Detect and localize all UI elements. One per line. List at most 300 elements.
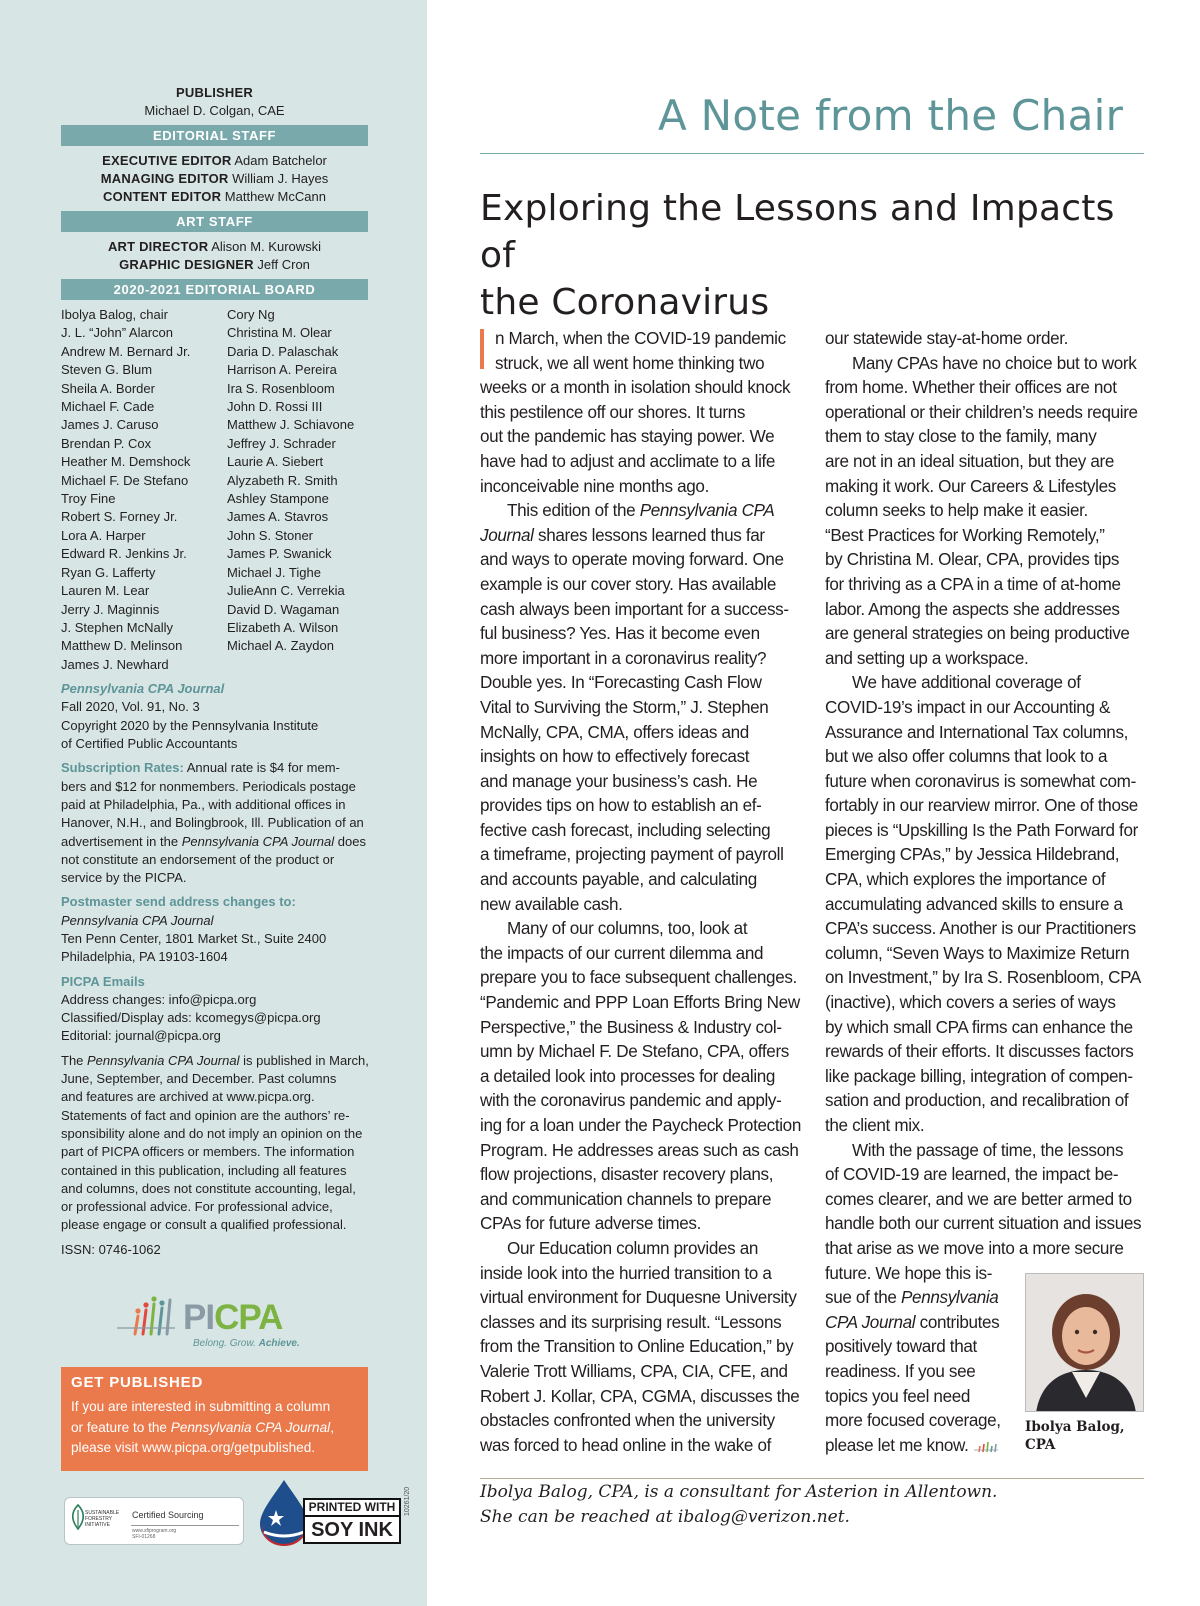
about-line: part of PICPA officers or members. The information xyxy=(61,1144,355,1160)
article-text: Perspective,” the Business & Industry col- xyxy=(480,1017,782,1037)
masthead-sidebar xyxy=(0,0,427,1606)
article-text: Robert J. Kollar, CPA, CGMA, discusses the xyxy=(480,1386,800,1406)
subscription-line: not constitute an endorsement of the product or xyxy=(61,851,335,867)
article-text: and ways to operate moving forward. One xyxy=(480,550,784,570)
article-text: This edition of the xyxy=(507,501,640,521)
drop-cap-block xyxy=(480,327,800,376)
about-line: and features are archived at www.picpa.org. xyxy=(61,1089,315,1105)
article-line xyxy=(825,1188,1145,1213)
article-line xyxy=(825,893,1145,918)
article-text: positively toward that xyxy=(825,1337,977,1357)
editorial-staff-list xyxy=(61,152,368,206)
board-member: David D. Wagaman xyxy=(227,601,340,617)
subscription-line: service by the PICPA. xyxy=(61,870,187,886)
get-published-link[interactable]: please visit www.picpa.org/getpublished. xyxy=(71,1440,316,1455)
article-line xyxy=(825,1040,1145,1065)
article-text: from the Transition to Online Education,” by xyxy=(480,1337,794,1357)
article-line xyxy=(825,819,1145,844)
article-text: are general strategies on being productive xyxy=(825,624,1130,644)
article-text: CPAs for future adverse times. xyxy=(480,1214,701,1234)
article-text: please let me know. xyxy=(825,1435,969,1455)
editorial-board-heading: 2020-2021 EDITORIAL BOARD xyxy=(61,279,368,300)
article-text: column, “Seven Ways to Maximize Return xyxy=(825,943,1130,963)
article-text: our statewide stay-at-home order. xyxy=(825,329,1069,348)
article-line xyxy=(825,548,1145,573)
article-line xyxy=(825,327,1145,352)
article-text: insights on how to effectively forecast xyxy=(480,747,750,767)
board-member: Sheila A. Border xyxy=(61,380,155,396)
article-text: n March, when the COVID-19 pandemic xyxy=(495,329,786,348)
article-text: ing for a loan under the Paycheck Protection xyxy=(480,1116,801,1135)
article-line xyxy=(825,745,1145,770)
article-line xyxy=(480,770,800,795)
subscription-lines xyxy=(61,778,368,833)
board-member: John D. Rossi III xyxy=(227,399,323,415)
article-headline xyxy=(480,185,1144,326)
postmaster-info xyxy=(61,893,368,966)
article-column-left xyxy=(480,327,800,1458)
get-published-title: GET PUBLISHED xyxy=(71,1374,204,1391)
article-text: COVID-19’s impact in our Accounting & xyxy=(825,697,1111,717)
email-line: Address changes: info@picpa.org xyxy=(61,991,257,1007)
section-title: A Note from the Chair xyxy=(658,91,1124,140)
article-line xyxy=(480,647,800,672)
article-line xyxy=(480,843,800,868)
article-line xyxy=(825,401,1145,426)
article-text: inconceivable nine months ago. xyxy=(480,476,709,496)
article-text: “Pandemic and PPP Loan Efforts Bring New xyxy=(480,993,800,1013)
article-line xyxy=(480,1114,800,1139)
article-line xyxy=(825,770,1145,795)
sfi-url xyxy=(132,1528,176,1540)
article-line xyxy=(480,548,800,573)
article-text: example is our cover story. Has available xyxy=(480,574,776,594)
article-line xyxy=(480,745,800,770)
article-text: Vital to Surviving the Storm,” J. Stephen xyxy=(480,697,769,717)
article-text: Many of our columns, too, look at xyxy=(507,919,748,939)
picpa-wordmark-cpa: CPA xyxy=(214,1298,283,1337)
article-line xyxy=(480,1360,800,1385)
email-list xyxy=(61,991,368,1046)
article-text: inside look into the hurried transition to a xyxy=(480,1263,772,1283)
article-line xyxy=(480,401,800,426)
article-line xyxy=(825,376,1145,401)
article-line xyxy=(480,721,800,746)
article-line xyxy=(480,450,800,475)
article-line xyxy=(825,524,1145,549)
board-member: Ryan G. Lafferty xyxy=(61,564,156,580)
board-member: James J. Caruso xyxy=(61,417,159,433)
board-member: Troy Fine xyxy=(61,491,116,507)
article-line xyxy=(480,1262,800,1287)
picpa-wordmark-pi: PI xyxy=(183,1298,215,1337)
article-text: virtual environment for Duquesne University xyxy=(480,1288,797,1308)
about-line: or professional advice. For professional advice, xyxy=(61,1199,333,1215)
staff-role: GRAPHIC DESIGNER xyxy=(119,257,254,272)
masthead xyxy=(61,84,368,1259)
article-line xyxy=(825,696,1145,721)
picpa-logo-mark-icon xyxy=(115,1294,181,1340)
picpa-wordmark xyxy=(183,1298,282,1338)
emails-heading: PICPA Emails xyxy=(61,973,145,989)
article-line xyxy=(825,966,1145,991)
board-member: Andrew M. Bernard Jr. xyxy=(61,343,191,359)
get-published-journal: Pennsylvania CPA Journal xyxy=(170,1419,331,1435)
article-text: readiness. If you see xyxy=(825,1361,976,1381)
article-text: fective cash forecast, including selecting xyxy=(480,820,771,840)
article-text: more focused coverage, xyxy=(825,1411,1001,1431)
get-published-line: If you are interested in submitting a column xyxy=(71,1399,331,1414)
about-line: please engage or consult a qualified professional. xyxy=(61,1217,347,1233)
staff-row xyxy=(61,238,368,256)
staff-row xyxy=(61,170,368,188)
journal-title: Pennsylvania CPA Journal xyxy=(61,681,225,697)
article-text: of COVID-19 are learned, the impact be- xyxy=(825,1165,1119,1185)
tagline-text: Belong. Grow. xyxy=(193,1338,259,1349)
author-portrait-image xyxy=(1026,1274,1144,1412)
article-text: this pestilence off our shores. It turns xyxy=(480,402,746,422)
about-line: Statements of fact and opinion are the authors’ re- xyxy=(61,1107,350,1123)
article-line xyxy=(825,868,1145,893)
board-member: Michael F. Cade xyxy=(61,399,155,415)
article-text: on Investment,” by Ira S. Rosenbloom, CPA xyxy=(825,968,1141,988)
postmaster-address xyxy=(61,930,368,967)
article-line xyxy=(825,352,1145,377)
article-text: topics you feel need xyxy=(825,1386,971,1406)
article-text: have had to adjust and acclimate to a life xyxy=(480,451,776,471)
board-member: Heather M. Demshock xyxy=(61,454,191,470)
board-member: Brendan P. Cox xyxy=(61,435,152,451)
article-line xyxy=(480,376,800,401)
article-line xyxy=(480,1311,800,1336)
article-line xyxy=(480,1286,800,1311)
issn: ISSN: 0746-1062 xyxy=(61,1241,161,1257)
get-published-line: , xyxy=(330,1419,334,1435)
subscription-label: Subscription Rates: xyxy=(61,760,184,776)
article-line xyxy=(480,1335,800,1360)
article-line xyxy=(480,1139,800,1164)
about-text: is published in March, xyxy=(239,1052,369,1068)
article-text: Valerie Trott Williams, CPA, CIA, CFE, and xyxy=(480,1361,788,1381)
article-text: from home. Whether their offices are not xyxy=(825,378,1117,398)
article-italic: Pennsylvania xyxy=(900,1288,999,1308)
article-text: classes and its surprising result. “Lessons xyxy=(480,1312,782,1332)
article-text: sue of the xyxy=(825,1288,901,1308)
article-text: We have additional coverage of xyxy=(852,673,1081,693)
article-text: like package billing, integration of compen- xyxy=(825,1066,1133,1086)
article-text: fortably in our rearview mirror. One of those xyxy=(825,796,1138,816)
journal-line: Copyright 2020 by the Pennsylvania Institute xyxy=(61,717,319,733)
board-member: Edward R. Jenkins Jr. xyxy=(61,546,187,562)
article-line xyxy=(480,1163,800,1188)
article-line xyxy=(825,475,1145,500)
postmaster-journal: Pennsylvania CPA Journal xyxy=(61,912,214,928)
article-text: with the coronavirus pandemic and apply- xyxy=(480,1091,782,1111)
board-member: Ira S. Rosenbloom xyxy=(227,380,335,396)
subscription-info xyxy=(61,759,368,887)
board-member: Michael A. Zaydon xyxy=(227,638,334,654)
drop-cap xyxy=(480,329,484,369)
about-lines xyxy=(61,1070,368,1235)
article-line xyxy=(825,573,1145,598)
article-text: CPA’s success. Another is our Practitioners xyxy=(825,919,1136,939)
board-column-1 xyxy=(61,306,227,674)
article-line xyxy=(825,1065,1145,1090)
staff-role: ART DIRECTOR xyxy=(107,239,209,254)
sfi-code: SFI-01268 xyxy=(132,1534,156,1540)
article-text: making it work. Our Careers & Lifestyles xyxy=(825,476,1116,496)
article-text: obstacles confronted when the university xyxy=(480,1411,775,1431)
staff-row xyxy=(61,152,368,170)
article-italic: CPA Journal xyxy=(825,1312,916,1332)
subscription-line: paid at Philadelphia, Pa., with additional offices in xyxy=(61,796,346,812)
board-member: Cory Ng xyxy=(227,307,275,322)
article-text: handle both our current situation and issues xyxy=(825,1214,1142,1234)
postmaster-line: Ten Penn Center, 1801 Market St., Suite 2400 xyxy=(61,930,327,946)
article-line xyxy=(825,499,1145,524)
board-member: Lora A. Harper xyxy=(61,527,146,543)
board-column-2 xyxy=(227,306,368,674)
picpa-logo xyxy=(115,1292,315,1354)
board-member: Matthew J. Schiavone xyxy=(227,417,355,433)
article-text: shares lessons learned thus far xyxy=(533,525,765,545)
staff-name: Matthew McCann xyxy=(224,189,326,204)
board-member: Robert S. Forney Jr. xyxy=(61,509,178,525)
board-member: Michael F. De Stefano xyxy=(61,472,189,488)
article-line xyxy=(480,425,800,450)
article-line xyxy=(480,1409,800,1434)
article-line xyxy=(480,1237,800,1262)
staff-row xyxy=(61,188,368,206)
board-member: Laurie A. Siebert xyxy=(227,454,324,470)
board-member: Steven G. Blum xyxy=(61,362,153,378)
article-line xyxy=(825,1016,1145,1041)
article-text: “Best Practices for Working Remotely,” xyxy=(825,525,1105,545)
article-text: a timeframe, projecting payment of payroll xyxy=(480,845,784,865)
subscription-lines-end xyxy=(61,851,368,888)
article-text: and setting up a workspace. xyxy=(825,648,1029,668)
sfi-org-name xyxy=(85,1510,119,1528)
article-text: the impacts of our current dilemma and xyxy=(480,943,764,963)
sfi-org-line: FORESTRY xyxy=(85,1516,113,1522)
article-line xyxy=(480,942,800,967)
article-line xyxy=(825,843,1145,868)
board-member: James P. Swanick xyxy=(227,546,332,562)
board-member: Christina M. Olear xyxy=(227,325,332,341)
staff-name: Alison M. Kurowski xyxy=(211,239,322,254)
journal-info xyxy=(61,680,368,753)
article-text: cash always been important for a success- xyxy=(480,599,789,619)
article-text: struck, we all went home thinking two xyxy=(495,353,765,373)
article-line xyxy=(825,794,1145,819)
author-byline xyxy=(480,1480,997,1530)
article-text: accumulating advanced skills to ensure a xyxy=(825,894,1123,914)
article-text: Many CPAs have no choice but to work xyxy=(852,353,1137,373)
article-line xyxy=(825,991,1145,1016)
article-line xyxy=(480,327,800,352)
article-line xyxy=(825,1089,1145,1114)
staff-role: MANAGING EDITOR xyxy=(100,171,229,186)
about-text: The xyxy=(61,1052,88,1068)
article-line xyxy=(480,893,800,918)
article-text: labor. Among the aspects she addresses xyxy=(825,599,1120,619)
tagline-bold: Achieve. xyxy=(258,1338,300,1349)
get-published-text xyxy=(71,1397,358,1459)
email-line: Editorial: journal@picpa.org xyxy=(61,1028,221,1044)
article-line xyxy=(480,499,800,524)
staff-role: EXECUTIVE EDITOR xyxy=(102,153,232,168)
editorial-board xyxy=(61,306,368,674)
article-line xyxy=(480,1065,800,1090)
sfi-url-text: www.sfiprogram.org xyxy=(132,1528,177,1534)
article-line xyxy=(480,524,800,549)
article-line xyxy=(480,573,800,598)
byline-divider xyxy=(480,1478,1144,1479)
headline-line-1: Exploring the Lessons and Impacts of xyxy=(480,188,1115,276)
board-member: Matthew D. Melinson xyxy=(61,638,183,654)
article-text: (inactive), which covers a series of ways xyxy=(825,993,1116,1013)
board-member: Ashley Stampone xyxy=(227,491,329,507)
subscription-text: does xyxy=(334,833,366,849)
article-line xyxy=(480,1040,800,1065)
soy-ink-label xyxy=(303,1498,401,1544)
article-line xyxy=(480,819,800,844)
board-member: Harrison A. Pereira xyxy=(227,362,337,378)
board-member: Jeffrey J. Schrader xyxy=(227,435,336,451)
article-text: that arise as we move into a more secure xyxy=(825,1238,1124,1258)
email-line: Classified/Display ads: kcomegys@picpa.org xyxy=(61,1010,321,1026)
subscription-line1: Annual rate is $4 for mem- xyxy=(183,760,340,776)
journal-line: Fall 2020, Vol. 91, No. 3 xyxy=(61,699,200,715)
article-text: umn by Michael F. De Stefano, CPA, offers xyxy=(480,1042,789,1062)
board-member: James A. Stavros xyxy=(227,509,329,525)
end-mark-icon xyxy=(974,1436,998,1454)
photo-caption xyxy=(1025,1418,1125,1454)
sfi-cert-label: Certified Sourcing xyxy=(132,1510,204,1520)
emails-info xyxy=(61,973,368,1046)
article-line xyxy=(825,598,1145,623)
article-line xyxy=(825,1212,1145,1237)
art-staff-heading: ART STAFF xyxy=(61,211,368,232)
article-text: McNally, CPA, CMA, offers ideas and xyxy=(480,722,749,742)
article-text: sation and production, and recalibration of xyxy=(825,1091,1129,1111)
article-italic: Journal xyxy=(480,525,534,545)
publisher-heading: PUBLISHER xyxy=(176,85,253,100)
sfi-org-line: SUSTAINABLE xyxy=(85,1510,120,1516)
subscription-journal-name: Pennsylvania CPA Journal xyxy=(181,833,335,849)
article-line xyxy=(825,1237,1145,1262)
article-text: future. We hope this is- xyxy=(825,1263,993,1283)
board-member: Ibolya Balog, chair xyxy=(61,307,168,322)
article-line xyxy=(480,1212,800,1237)
journal-lines xyxy=(61,698,368,753)
article-line xyxy=(825,1163,1145,1188)
article-line xyxy=(480,1434,800,1459)
board-member: Alyzabeth R. Smith xyxy=(227,472,338,488)
article-line xyxy=(480,868,800,893)
article-text: Double yes. In “Forecasting Cash Flow xyxy=(480,673,762,693)
article-text: but we also offer columns that look to a xyxy=(825,747,1108,767)
article-line xyxy=(480,1016,800,1041)
article-text: operational or their children’s needs require xyxy=(825,402,1138,422)
staff-role: CONTENT EDITOR xyxy=(103,189,222,204)
board-member: Jerry J. Maginnis xyxy=(61,601,160,617)
article-text: Assurance and International Tax columns, xyxy=(825,722,1129,742)
headline-line-2: the Coronavirus xyxy=(480,282,770,323)
journal-line: of Certified Public Accountants xyxy=(61,736,238,752)
article-line xyxy=(825,425,1145,450)
article-text: Our Education column provides an xyxy=(507,1238,759,1258)
title-divider xyxy=(480,153,1144,154)
byline-line-1: Ibolya Balog, CPA, is a consultant for Asterion in Allentown. xyxy=(480,1482,998,1502)
article-line xyxy=(825,917,1145,942)
article-text: ful business? Yes. Has it become even xyxy=(480,624,760,644)
article-text: pieces is “Upskilling Is the Path Forward for xyxy=(825,820,1138,840)
article-text: contributes xyxy=(915,1312,1000,1332)
article-line xyxy=(480,1385,800,1410)
subscription-text: advertisement in the xyxy=(61,833,182,849)
article-line xyxy=(480,1089,800,1114)
article-line xyxy=(480,475,800,500)
article-line xyxy=(480,671,800,696)
staff-row xyxy=(61,256,368,274)
board-member: Lauren M. Lear xyxy=(61,583,150,599)
about-line: June, September, and December. Past columns xyxy=(61,1071,337,1087)
board-member: Michael J. Tighe xyxy=(227,564,321,580)
article-text: With the passage of time, the lessons xyxy=(852,1140,1124,1160)
postmaster-line: Philadelphia, PA 19103-1604 xyxy=(61,949,228,965)
article-text: provides tips on how to establish an ef- xyxy=(480,796,762,816)
art-staff-list xyxy=(61,238,368,274)
get-published-line: or feature to the xyxy=(71,1419,171,1435)
about-line: and columns, does not constitute accounting, legal, xyxy=(61,1180,356,1196)
article-text: Program. He addresses areas such as cash xyxy=(480,1140,799,1160)
soy-ink-badge xyxy=(254,1478,404,1548)
sfi-badge xyxy=(64,1497,244,1545)
article-text: flow projections, disaster recovery plans, xyxy=(480,1165,774,1185)
article-text: new available cash. xyxy=(480,894,623,914)
board-member: John S. Stoner xyxy=(227,527,313,543)
article-text: are not in an ideal situation, but they are xyxy=(825,451,1115,471)
soy-ink-top: PRINTED WITH xyxy=(305,1500,399,1517)
article-line xyxy=(825,450,1145,475)
article-line xyxy=(480,622,800,647)
board-member: Elizabeth A. Wilson xyxy=(227,619,339,635)
article-text: comes clearer, and we are better armed to xyxy=(825,1189,1132,1209)
author-photo xyxy=(1025,1273,1144,1412)
about-info xyxy=(61,1052,368,1235)
article-line xyxy=(825,1139,1145,1164)
article-text: a detailed look into processes for dealing xyxy=(480,1066,776,1086)
board-member: James J. Newhard xyxy=(61,656,169,672)
article-text: them to stay close to the family, many xyxy=(825,427,1097,447)
staff-name: Jeff Cron xyxy=(257,257,310,272)
board-member: J. Stephen McNally xyxy=(61,619,173,635)
about-line: contained in this publication, including all features xyxy=(61,1162,347,1178)
board-member: JulieAnn C. Verrekia xyxy=(227,583,345,599)
article-text: by Christina M. Olear, CPA, provides tips xyxy=(825,550,1120,570)
get-published-box xyxy=(61,1367,368,1471)
article-line xyxy=(825,622,1145,647)
article-text: and manage your business’s cash. He xyxy=(480,771,758,791)
article-text: out the pandemic has staying power. We xyxy=(480,427,775,447)
article-text: CPA, which explores the importance of xyxy=(825,870,1106,890)
article-text: by which small CPA firms can enhance the xyxy=(825,1017,1133,1037)
article-text: weeks or a month in isolation should knock xyxy=(480,378,791,398)
article-text: for thriving as a CPA in a time of at-home xyxy=(825,574,1121,594)
article-line xyxy=(825,1114,1145,1139)
staff-name: Adam Batchelor xyxy=(234,153,327,168)
